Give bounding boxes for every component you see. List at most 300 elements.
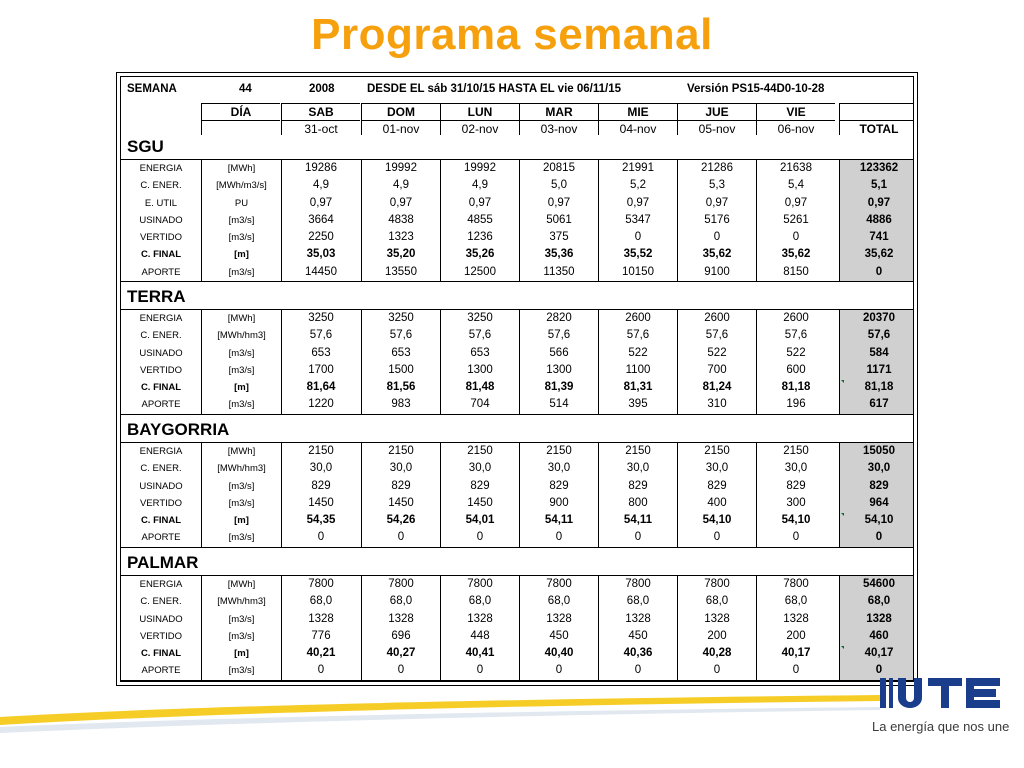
value-cell: 68,0 [361, 593, 440, 610]
value-cell: 30,0 [756, 460, 835, 477]
total-cell: 4886 [839, 212, 914, 229]
value-cell: 4,9 [281, 177, 360, 194]
page-title: Programa semanal [311, 10, 713, 59]
table-row [121, 460, 914, 477]
value-cell: 68,0 [281, 593, 360, 610]
value-cell: 704 [440, 396, 519, 413]
value-cell: 2150 [440, 443, 519, 460]
value-cell: 19992 [361, 160, 440, 177]
value-cell: 81,24 [677, 379, 756, 396]
value-cell: 4855 [440, 212, 519, 229]
table-row [121, 478, 914, 495]
value-cell: 7800 [440, 576, 519, 593]
value-cell: 2600 [598, 310, 677, 327]
row-unit: [m3/s] [201, 662, 281, 679]
value-cell: 7800 [598, 576, 677, 593]
table-row [121, 645, 914, 662]
value-cell: 0 [598, 229, 677, 246]
day-name: LUN [467, 105, 493, 119]
section-grid [121, 159, 914, 282]
total-cell: 123362 [839, 160, 914, 177]
value-cell: 30,0 [677, 460, 756, 477]
row-label: USINADO [139, 214, 183, 226]
value-cell: 57,6 [281, 327, 360, 344]
value-cell: 57,6 [361, 327, 440, 344]
row-label: ENERGIA [139, 163, 183, 174]
value-cell: 35,03 [281, 246, 360, 263]
total-cell: 57,6 [839, 327, 914, 344]
cell-marker-icon [841, 646, 844, 649]
value-cell: 54,11 [519, 512, 598, 529]
value-cell: 829 [281, 478, 360, 495]
total-cell: 964 [839, 495, 914, 512]
value-cell: 0 [281, 529, 360, 546]
table-row [121, 264, 914, 281]
day-name: JUE [705, 105, 729, 119]
table-row [121, 195, 914, 212]
value-cell: 2600 [756, 310, 835, 327]
row-label: C. FINAL [140, 249, 182, 261]
total-cell: 617 [839, 396, 914, 413]
value-cell: 0 [756, 662, 835, 679]
semana-label: SEMANA [127, 83, 177, 95]
value-cell: 0 [519, 662, 598, 679]
total-cell: 829 [839, 478, 914, 495]
weekly-program-table [116, 72, 918, 686]
value-cell: 0 [756, 529, 835, 546]
table-row [121, 379, 914, 396]
row-label: VERTIDO [139, 364, 183, 376]
value-cell: 300 [756, 495, 835, 512]
value-cell: 0,97 [440, 195, 519, 212]
value-cell: 3250 [440, 310, 519, 327]
value-cell: 30,0 [598, 460, 677, 477]
total-cell: 15050 [839, 443, 914, 460]
value-cell: 19286 [281, 160, 360, 177]
date-range: DESDE EL sáb 31/10/15 HASTA EL vie 06/11/15 [367, 83, 621, 95]
row-unit: [m3/s] [201, 345, 281, 362]
value-cell: 40,17 [756, 645, 835, 662]
table-row [121, 628, 914, 645]
value-cell: 0 [519, 529, 598, 546]
value-cell: 7800 [281, 576, 360, 593]
value-cell: 2820 [519, 310, 598, 327]
value-cell: 7800 [756, 576, 835, 593]
value-cell: 0,97 [756, 195, 835, 212]
value-cell: 57,6 [598, 327, 677, 344]
total-cell: 68,0 [839, 593, 914, 610]
row-unit: [m] [201, 379, 281, 396]
value-cell: 1328 [361, 611, 440, 628]
table-row [121, 327, 914, 344]
value-cell: 54,01 [440, 512, 519, 529]
value-cell: 40,28 [677, 645, 756, 662]
value-cell: 68,0 [756, 593, 835, 610]
row-unit: [MWh] [201, 310, 281, 327]
value-cell: 1328 [598, 611, 677, 628]
value-cell: 450 [598, 628, 677, 645]
row-label: C. ENER. [140, 330, 182, 342]
table-row [121, 177, 914, 194]
value-cell: 35,36 [519, 246, 598, 263]
value-cell: 40,27 [361, 645, 440, 662]
value-cell: 40,21 [281, 645, 360, 662]
value-cell: 35,62 [677, 246, 756, 263]
value-cell: 35,20 [361, 246, 440, 263]
value-cell: 522 [598, 345, 677, 362]
table-row [121, 512, 914, 529]
day-header-1 [361, 103, 440, 135]
row-unit: [MWh/hm3] [201, 593, 281, 610]
value-cell: 310 [677, 396, 756, 413]
value-cell: 81,64 [281, 379, 360, 396]
value-cell: 1500 [361, 362, 440, 379]
value-cell: 0 [440, 529, 519, 546]
value-cell: 5347 [598, 212, 677, 229]
section-title: BAYGORRIA [127, 420, 230, 439]
value-cell: 0 [440, 662, 519, 679]
section-grid [121, 442, 914, 548]
value-cell: 2150 [677, 443, 756, 460]
row-unit: [m3/s] [201, 212, 281, 229]
value-cell: 400 [677, 495, 756, 512]
row-unit: [m] [201, 246, 281, 263]
day-date: 04-nov [599, 120, 677, 137]
day-name: DOM [387, 105, 415, 119]
row-unit: [m3/s] [201, 362, 281, 379]
day-date: 01-nov [362, 120, 440, 137]
value-cell: 20815 [519, 160, 598, 177]
value-cell: 54,11 [598, 512, 677, 529]
row-label: ENERGIA [139, 579, 183, 590]
table-row [121, 229, 914, 246]
value-cell: 54,10 [677, 512, 756, 529]
value-cell: 448 [440, 628, 519, 645]
table-row [121, 362, 914, 379]
value-cell: 30,0 [519, 460, 598, 477]
value-cell: 700 [677, 362, 756, 379]
value-cell: 12500 [440, 264, 519, 281]
value-cell: 81,56 [361, 379, 440, 396]
day-date: 03-nov [520, 120, 598, 137]
section-title: TERRA [127, 287, 186, 306]
table-row [121, 160, 914, 177]
total-label: TOTAL [840, 120, 914, 137]
row-label: ENERGIA [139, 446, 183, 457]
value-cell: 1700 [281, 362, 360, 379]
day-header-6 [756, 103, 835, 135]
row-label: USINADO [139, 347, 183, 359]
row-label: C. FINAL [140, 382, 182, 394]
row-label: USINADO [139, 480, 183, 492]
value-cell: 2150 [519, 443, 598, 460]
value-cell: 0,97 [677, 195, 756, 212]
value-cell: 1100 [598, 362, 677, 379]
total-cell: 584 [839, 345, 914, 362]
table-row [121, 345, 914, 362]
day-header-2 [440, 103, 519, 135]
value-cell: 566 [519, 345, 598, 362]
version: Versión PS15-44D0-10-28 [687, 83, 825, 95]
total-cell: 460 [839, 628, 914, 645]
day-name: MIE [627, 105, 649, 119]
value-cell: 1220 [281, 396, 360, 413]
value-cell: 35,62 [756, 246, 835, 263]
days-header [201, 103, 914, 135]
value-cell: 2150 [361, 443, 440, 460]
value-cell: 2150 [281, 443, 360, 460]
value-cell: 35,26 [440, 246, 519, 263]
row-label: USINADO [139, 613, 183, 625]
total-cell: 81,18 [839, 379, 914, 396]
cell-marker-icon [841, 513, 844, 516]
row-label: C. ENER. [140, 596, 182, 608]
value-cell: 0 [677, 662, 756, 679]
section-grid [121, 309, 914, 415]
value-cell: 11350 [519, 264, 598, 281]
value-cell: 829 [598, 478, 677, 495]
row-label: E. UTIL [144, 197, 178, 209]
value-cell: 13550 [361, 264, 440, 281]
total-cell: 40,17 [839, 645, 914, 662]
row-unit: [m3/s] [201, 229, 281, 246]
value-cell: 514 [519, 396, 598, 413]
day-name: SAB [308, 105, 334, 119]
value-cell: 10150 [598, 264, 677, 281]
value-cell: 2150 [756, 443, 835, 460]
row-unit: [m3/s] [201, 529, 281, 546]
value-cell: 30,0 [281, 460, 360, 477]
day-header-5 [677, 103, 756, 135]
row-label: APORTE [141, 665, 181, 677]
value-cell: 2150 [598, 443, 677, 460]
row-unit: [m3/s] [201, 264, 281, 281]
value-cell: 196 [756, 396, 835, 413]
table-row [121, 246, 914, 263]
value-cell: 395 [598, 396, 677, 413]
value-cell: 1450 [361, 495, 440, 512]
cell-marker-icon [841, 380, 844, 383]
value-cell: 829 [361, 478, 440, 495]
total-cell: 0 [839, 529, 914, 546]
value-cell: 0 [361, 662, 440, 679]
value-cell: 0 [677, 529, 756, 546]
value-cell: 829 [440, 478, 519, 495]
day-header-3 [519, 103, 598, 135]
value-cell: 68,0 [519, 593, 598, 610]
total-cell: 0,97 [839, 195, 914, 212]
row-label: APORTE [141, 532, 181, 544]
row-unit: [MWh/hm3] [201, 327, 281, 344]
value-cell: 21991 [598, 160, 677, 177]
section-title: PALMAR [127, 553, 199, 572]
value-cell: 1328 [281, 611, 360, 628]
value-cell: 35,52 [598, 246, 677, 263]
total-cell: 30,0 [839, 460, 914, 477]
value-cell: 450 [519, 628, 598, 645]
value-cell: 800 [598, 495, 677, 512]
value-cell: 0,97 [281, 195, 360, 212]
table-row [121, 495, 914, 512]
value-cell: 829 [677, 478, 756, 495]
total-cell: 741 [839, 229, 914, 246]
value-cell: 0 [598, 529, 677, 546]
value-cell: 653 [281, 345, 360, 362]
row-label: APORTE [141, 399, 181, 411]
row-label: VERTIDO [139, 497, 183, 509]
value-cell: 1328 [519, 611, 598, 628]
value-cell: 1328 [440, 611, 519, 628]
value-cell: 0,97 [519, 195, 598, 212]
value-cell: 5,4 [756, 177, 835, 194]
value-cell: 5,2 [598, 177, 677, 194]
table-row [121, 212, 914, 229]
value-cell: 0,97 [361, 195, 440, 212]
value-cell: 3250 [361, 310, 440, 327]
value-cell: 57,6 [677, 327, 756, 344]
day-date: 31-oct [282, 120, 360, 137]
row-unit: [m3/s] [201, 396, 281, 413]
row-label: APORTE [141, 266, 181, 278]
section-title: SGU [127, 137, 164, 156]
table-row [121, 396, 914, 413]
value-cell: 0 [677, 229, 756, 246]
value-cell: 653 [361, 345, 440, 362]
row-unit: [MWh/hm3] [201, 460, 281, 477]
total-cell: 20370 [839, 310, 914, 327]
value-cell: 68,0 [598, 593, 677, 610]
value-cell: 68,0 [677, 593, 756, 610]
value-cell: 776 [281, 628, 360, 645]
row-unit: [m3/s] [201, 495, 281, 512]
table-row [121, 611, 914, 628]
year: 2008 [309, 83, 335, 95]
total-cell: 54600 [839, 576, 914, 593]
value-cell: 9100 [677, 264, 756, 281]
value-cell: 7800 [519, 576, 598, 593]
value-cell: 7800 [361, 576, 440, 593]
section-grid [121, 575, 914, 681]
value-cell: 3250 [281, 310, 360, 327]
value-cell: 54,10 [756, 512, 835, 529]
value-cell: 21638 [756, 160, 835, 177]
value-cell: 5,0 [519, 177, 598, 194]
value-cell: 900 [519, 495, 598, 512]
value-cell: 5061 [519, 212, 598, 229]
row-unit: PU [201, 195, 281, 212]
value-cell: 4,9 [440, 177, 519, 194]
value-cell: 375 [519, 229, 598, 246]
value-cell: 5,3 [677, 177, 756, 194]
value-cell: 829 [756, 478, 835, 495]
row-unit: [m] [201, 645, 281, 662]
value-cell: 1300 [519, 362, 598, 379]
value-cell: 983 [361, 396, 440, 413]
row-label: C. FINAL [140, 648, 182, 660]
row-unit: [m] [201, 512, 281, 529]
total-cell: 5,1 [839, 177, 914, 194]
value-cell: 2600 [677, 310, 756, 327]
table-row [121, 662, 914, 679]
value-cell: 200 [756, 628, 835, 645]
value-cell: 7800 [677, 576, 756, 593]
value-cell: 1328 [756, 611, 835, 628]
value-cell: 1450 [440, 495, 519, 512]
row-unit: [MWh] [201, 160, 281, 177]
value-cell: 2250 [281, 229, 360, 246]
total-cell: 0 [839, 264, 914, 281]
value-cell: 3664 [281, 212, 360, 229]
value-cell: 522 [677, 345, 756, 362]
value-cell: 0 [598, 662, 677, 679]
value-cell: 57,6 [756, 327, 835, 344]
value-cell: 1323 [361, 229, 440, 246]
value-cell: 0 [281, 662, 360, 679]
value-cell: 14450 [281, 264, 360, 281]
value-cell: 600 [756, 362, 835, 379]
value-cell: 696 [361, 628, 440, 645]
row-unit: [m3/s] [201, 611, 281, 628]
day-header-4 [598, 103, 677, 135]
slogan: La energía que nos une [872, 719, 1010, 734]
table-row [121, 310, 914, 327]
row-label: C. FINAL [140, 515, 182, 527]
value-cell: 522 [756, 345, 835, 362]
value-cell: 21286 [677, 160, 756, 177]
row-unit: [MWh/m3/s] [201, 177, 281, 194]
value-cell: 4838 [361, 212, 440, 229]
value-cell: 40,41 [440, 645, 519, 662]
row-label: ENERGIA [139, 313, 183, 324]
value-cell: 5261 [756, 212, 835, 229]
row-unit: [MWh] [201, 443, 281, 460]
row-unit: [m3/s] [201, 478, 281, 495]
total-cell: 35,62 [839, 246, 914, 263]
value-cell: 0 [756, 229, 835, 246]
value-cell: 0,97 [598, 195, 677, 212]
table-header [121, 79, 913, 101]
row-unit: [MWh] [201, 576, 281, 593]
value-cell: 57,6 [519, 327, 598, 344]
value-cell: 81,31 [598, 379, 677, 396]
table-row [121, 529, 914, 546]
semana-number: 44 [239, 83, 252, 95]
table-row [121, 593, 914, 610]
value-cell: 57,6 [440, 327, 519, 344]
day-date: 02-nov [441, 120, 519, 137]
value-cell: 4,9 [361, 177, 440, 194]
value-cell: 68,0 [440, 593, 519, 610]
row-unit: [m3/s] [201, 628, 281, 645]
total-cell: 1328 [839, 611, 914, 628]
value-cell: 81,18 [756, 379, 835, 396]
day-header-0 [281, 103, 360, 135]
row-label: C. ENER. [140, 463, 182, 475]
value-cell: 1300 [440, 362, 519, 379]
row-label: C. ENER. [140, 180, 182, 192]
total-cell: 0 [839, 662, 914, 679]
total-cell: 1171 [839, 362, 914, 379]
value-cell: 40,36 [598, 645, 677, 662]
value-cell: 200 [677, 628, 756, 645]
day-header-total [839, 103, 914, 135]
day-header-dia [201, 103, 280, 135]
table-row [121, 576, 914, 593]
value-cell: 829 [519, 478, 598, 495]
day-name: VIE [786, 105, 806, 119]
value-cell: 1236 [440, 229, 519, 246]
value-cell: 8150 [756, 264, 835, 281]
